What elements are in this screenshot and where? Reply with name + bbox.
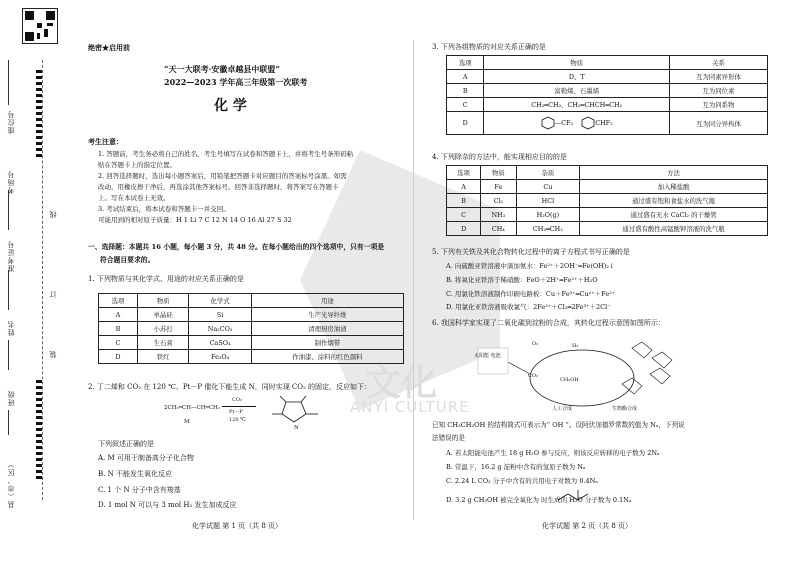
table-header: 方法 [580,166,768,180]
table-cell: C [447,98,484,112]
binding-label-room: 考场号 [7,170,15,194]
benzene-ring-icon [541,116,555,130]
table-row [447,194,768,208]
table-row [447,112,768,135]
table-cell: Si [189,308,251,322]
table-cell: B [447,84,484,98]
q2-ask: 下列叙述正确的是 [98,440,154,448]
binding-label-name: 姓名 [7,320,15,336]
q3-table [446,55,768,135]
table-row [99,336,404,350]
table-cell: 生石膏 [137,336,189,350]
q6-option-b: B. 常温下，16.2 g 淀粉中含有的氢原子数为 Nₐ [446,463,586,471]
table-row [447,70,768,84]
table-row [99,350,404,364]
table-row [447,208,768,222]
q1-stem: 1. 下列物质与其化学式、用途的对应关系正确的是 [88,275,244,283]
q3-stem: 3. 下列各组物质的对应关系正确的是 [432,43,546,51]
table-cell: B [447,194,481,208]
table-cell: 小苏打 [137,322,189,336]
table-cell: A [99,308,138,322]
q2-option-a: A. M 可用于制备高分子化合物 [98,454,194,462]
q6-stem: 6. 我国科学家实现了二氧化碳到淀粉的合成，其转化过程示意图如图所示： [432,319,665,327]
q2-option-d: D. 1 mol N 可以与 3 mol H₂ 发生加成反应 [98,501,237,509]
diagram-label-co2: CO₂ [528,373,538,379]
table-cell: 加入稀盐酸 [580,180,768,194]
q6-given-cont: 法错误的是 [432,434,465,442]
table-header: 物质 [484,56,670,70]
page-left [74,0,404,561]
q6-option-d: D. 3.2 g CH₃OH 被完全氧化为 时生成的 H₂O 分子数为 0.1Nₐ [446,496,632,504]
label-M: M [184,419,190,425]
table-cell: 互为同分异构体 [670,112,768,135]
watermark-text: 文化 [365,363,438,404]
table-cell: 清理厨房油渍 [251,322,403,336]
q5-option-c: C. 用氯化铁溶液制作印刷电路板：Cu＋Fe³⁺═Cu²⁺＋Fe²⁺ [446,290,616,298]
table-header: 物质 [137,294,189,308]
benzene-ring-icon [581,116,595,130]
q6-given: 已知 CH₃CH₂OH 的结构简式可表示为“ OH ”。设阿伏加德罗常数的值为 Nₐ，下列说 [432,421,685,429]
page-right [432,0,777,561]
q5-option-a: A. 向硫酸亚铁溶液中滴加氨水：Fe²⁺＋2OH⁻═Fe(OH)₂↓ [446,262,615,270]
substituent-label: —CF₃ [554,119,574,127]
table-cell: 制作烟带 [251,336,403,350]
column-divider [413,40,414,520]
table-header: 选项 [447,56,484,70]
table-row [447,98,768,112]
reaction-arrow [222,406,256,407]
table-cell: 互为同位素 [670,84,768,98]
table-cell: Na₂CO₃ [189,322,251,336]
notice-line: 贴在答题卡上的指定位置。 [98,161,176,169]
table-row [447,222,768,236]
table-cell: 通过盛有饱和食盐水的洗气瓶 [580,194,768,208]
table-cell: H₂O(g) [516,208,579,222]
table-cell: Cu [516,180,579,194]
table-header: 杂质 [516,166,579,180]
diagram-label-meoh: CH₃OH [560,377,579,383]
atomic-mass-line: 可能用到的相对原子质量：H 1 Li 7 C 12 N 14 O 16 Al 27 S 32 [98,216,292,224]
q1-table [98,293,404,364]
binding-label-county: 县（市、区） [7,460,15,508]
q2-stem: 2. 丁二烯和 CO₂ 在 120 ℃、Pt－P 催化下能生成 N，同时实现 CO₂ 的固定，反应如下： [88,383,372,391]
table-header-row [447,166,768,180]
cut-line [42,60,43,500]
notice-line: 3. 考试结束后，将本试卷和答题卡一并交回。 [98,205,230,213]
diagram-label-enzyme: 生物酶合成 [612,406,638,412]
q6-option-c: C. 2.24 L CO₂ 分子中含有的共用电子对数为 0.4Nₐ [446,477,598,485]
footer-page-2: 化学试题 第 2 页（共 8 页） [542,522,633,530]
notice-line: 2. 回答选择题时，选出每小题答案后，用铅笔把答题卡对应题目的答案标号涂黑。如需 [98,172,347,180]
notice-line: 1. 答题前，考生务必将自己的姓名、考生号填写在试卷和答题卡上，并将考生号条形码粘 [98,150,354,158]
footer-page-1: 化学试题 第 1 页（共 8 页） [192,522,283,530]
table-header-row [447,56,768,70]
diagram-label-o2: O₂ [532,341,539,347]
q4-table [446,165,768,236]
table-header: 选项 [447,166,481,180]
q4-stem: 4. 下列除杂的方法中，能实现相应目的的是 [432,153,567,161]
table-cell: 通过盛有酸性高锰酸钾溶液的洗气瓶 [580,222,768,236]
exam-subtitle: 2022—2023 学年高三年级第一次联考 [164,77,308,87]
section-heading: 一、选择题：本题共 16 小题，每小题 3 分，共 48 分。在每小题给出的四个选项中，只有一项是 [88,243,385,251]
reaction-temp: 120 ℃ [229,417,246,423]
table-row [99,308,404,322]
table-cell: D [447,112,484,135]
section-heading-cont: 符合题目要求的。 [100,256,155,264]
table-cell: B [99,322,138,336]
table-cell: NH₃ [481,208,517,222]
table-cell: CH₂═CH₂、CH₂═CHCH═CH₂ [484,98,670,112]
cut-label: 线 [49,210,57,218]
table-cell: 单晶硅 [137,308,189,322]
table-cell: 铁红 [137,350,189,364]
table-header: 物质 [481,166,517,180]
notice-heading: 考生注意： [88,137,123,146]
table-cell: 作油漆、涂料的红色颜料 [251,350,403,364]
table-cell: D、T [484,70,670,84]
table-cell: C [447,208,481,222]
table-header: 选项 [99,294,138,308]
table-header: 关系 [670,56,768,70]
binding-label-class: 班级 [7,390,15,406]
glycolic-structure-icon [554,488,598,506]
reaction-reagent: CO₂ [232,397,242,403]
qr-code-icon [22,8,58,44]
reaction-reactant: 2CH₂═CH—CH═CH₂ [164,405,221,411]
table-cell: A [447,180,481,194]
subject-title: 化 学 [214,98,247,114]
table-cell: Fe [481,180,517,194]
table-cell: 富勒烯、石墨烯 [484,84,670,98]
binding-strip [0,0,62,561]
q5-option-d: D. 用氯化亚铁溶液吸收氯气：2Fe²⁺＋Cl₂═2Fe³⁺＋2Cl⁻ [446,303,611,311]
q2-option-b: B. N 不能发生氧化反应 [98,470,172,478]
exam-title: “天一大联考·安徽卓越县中联盟” [164,64,280,74]
table-row [447,84,768,98]
table-cell: CaSO₄ [189,336,251,350]
table-cell: C [99,336,138,350]
q6-option-a: A. 若太阳能电池产生 18 g H₂O 参与反应，则该反应转移的电子数为 2Nₐ [446,449,660,457]
table-cell-structures [484,112,670,135]
q2-option-c: C. 1 个 N 分子中含有羧基 [98,486,181,494]
table-cell: A [447,70,484,84]
table-cell: D [99,350,138,364]
notice-line: 改动，用橡皮擦干净后，再选涂其他答案标号。回答非选择题时，将答案写在答题卡 [98,183,339,191]
substituent-label: CHF₂ [595,119,613,127]
table-cell: Fe₃O₄ [189,350,251,364]
table-cell: D [447,222,481,236]
q5-stem: 5. 下列有关铁及其化合物转化过程中的离子方程式书写正确的是 [432,248,630,256]
notice-line: 上。写在本试卷上无效。 [98,194,170,202]
watermark-subtext: ANYI CULTURE [350,398,470,416]
label-N: N [294,425,299,431]
table-cell: 通过盛有无水 CaCl₂ 的干燥管 [580,208,768,222]
table-header: 化学式 [189,294,251,308]
table-row [447,180,768,194]
cut-label: 订 [49,290,57,298]
diagram-label-sun: 太阳能 电池 [474,353,501,359]
table-header-row [99,294,404,308]
starbon-synthesis-diagram [472,328,692,420]
table-cell: HCl [516,194,579,208]
cut-label: 装 [49,350,57,358]
binding-label-seat: 座位号 [7,110,15,134]
table-cell: 互为同系物 [670,98,768,112]
table-cell: 生产光导纤维 [251,308,403,322]
binding-label-id: 准考证号 [7,240,15,272]
table-cell: CH₂═CH₂ [516,222,579,236]
table-header: 用途 [251,294,403,308]
table-cell: Cl₂ [481,194,517,208]
secret-mark: 绝密★启用前 [88,43,130,52]
q5-option-b: B. 将氧化亚铁溶于稀硝酸：FeO＋2H⁺═Fe²⁺＋H₂O [446,276,598,284]
diagram-label-h2: H₂ [572,343,579,349]
table-cell: 互为同素异形体 [670,70,768,84]
table-cell: CH₄ [481,222,517,236]
reaction-catalyst: Pt－P [229,409,243,415]
table-row [99,322,404,336]
diagram-label-artificial: 人工合成 [552,406,573,412]
